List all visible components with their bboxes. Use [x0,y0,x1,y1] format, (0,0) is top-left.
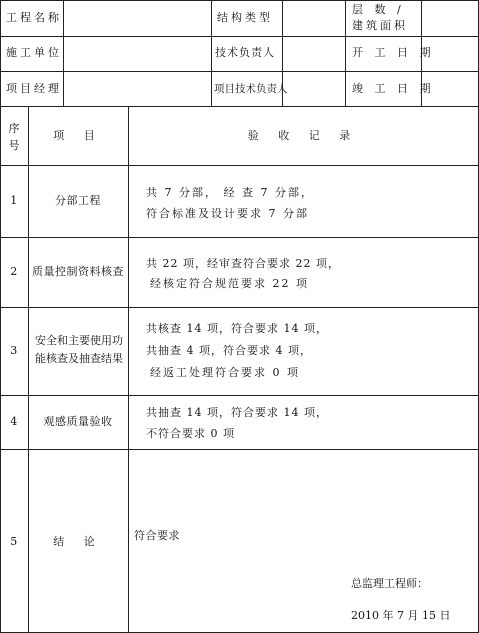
col-seq-label [0,120,28,154]
col-divider [63,0,64,106]
row-divider [0,71,479,72]
row-5-item: 结 论 [53,535,103,548]
sign-date: 2010 年 7 月 15 日 [351,609,451,622]
row-3-seq: 3 [10,344,18,357]
row-divider [0,237,479,238]
project-name-label: 工程名称 [6,11,62,24]
row-divider [0,106,479,107]
row-1-record-line-1: 共 7 分部， 经 查 7 分部， [146,186,314,199]
row-4-item: 观感质量验收 [43,415,113,428]
col-seq-text: 序号 [8,122,20,152]
conclusion-text: 符合要求 [134,529,180,542]
row-2-record-line-2: 经核定符合规范要求 22 项 [150,277,309,290]
completion-date-label: 竣 工 日 期 [352,82,435,95]
col-divider [345,0,346,106]
row-divider [0,307,479,308]
area-label: 建筑面积 [352,19,408,32]
tech-lead-label: 技术负责人 [215,46,275,59]
row-3-record-line-2: 共抽查 4 项，符合要求 4 项， [146,344,312,357]
row-1-seq: 1 [10,194,18,207]
row-3-item-line-2: 能核查及抽查结果 [35,352,123,365]
floors-label: 层 数 / [352,3,405,16]
row-1-item: 分部工程 [55,194,101,207]
row-2-record-line-1: 共 22 项，经审查符合要求 22 项， [146,257,340,270]
row-3-record-line-3: 经返工处理符合要求 0 项 [150,366,300,379]
project-manager-label: 项目经理 [6,82,62,95]
row-4-record-line-2: 不符合要求 0 项 [146,427,235,440]
row-2-seq: 2 [10,265,18,278]
project-tech-lead-label: 项目技术负责人 [214,83,288,95]
border-top [0,0,479,1]
structure-type-label: 结构类型 [217,11,273,24]
col-record-label: 验 收 记 录 [247,129,359,142]
col-divider [211,0,212,106]
start-date-label: 开 工 日 期 [352,46,435,59]
row-3-record-line-1: 共核查 14 项，符合要求 14 项， [146,322,328,335]
row-1-record-line-2: 符合标准及设计要求 7 分部 [146,207,309,220]
row-4-seq: 4 [10,415,18,428]
row-divider [0,395,479,396]
col-divider [28,106,29,633]
row-divider [0,36,479,37]
row-3-item-line-1: 安全和主要使用功 [35,334,123,347]
col-divider [128,106,129,633]
row-2-item: 质量控制资料核查 [32,265,124,278]
row-5-seq: 5 [10,535,18,548]
construction-unit-label: 施工单位 [6,46,62,59]
row-divider [0,165,479,166]
col-item-label: 项 目 [53,129,103,142]
row-divider [0,449,479,450]
row-4-record-line-1: 共抽查 14 项，符合要求 14 项， [146,406,328,419]
chief-supervisor-label: 总监理工程师： [351,577,428,590]
